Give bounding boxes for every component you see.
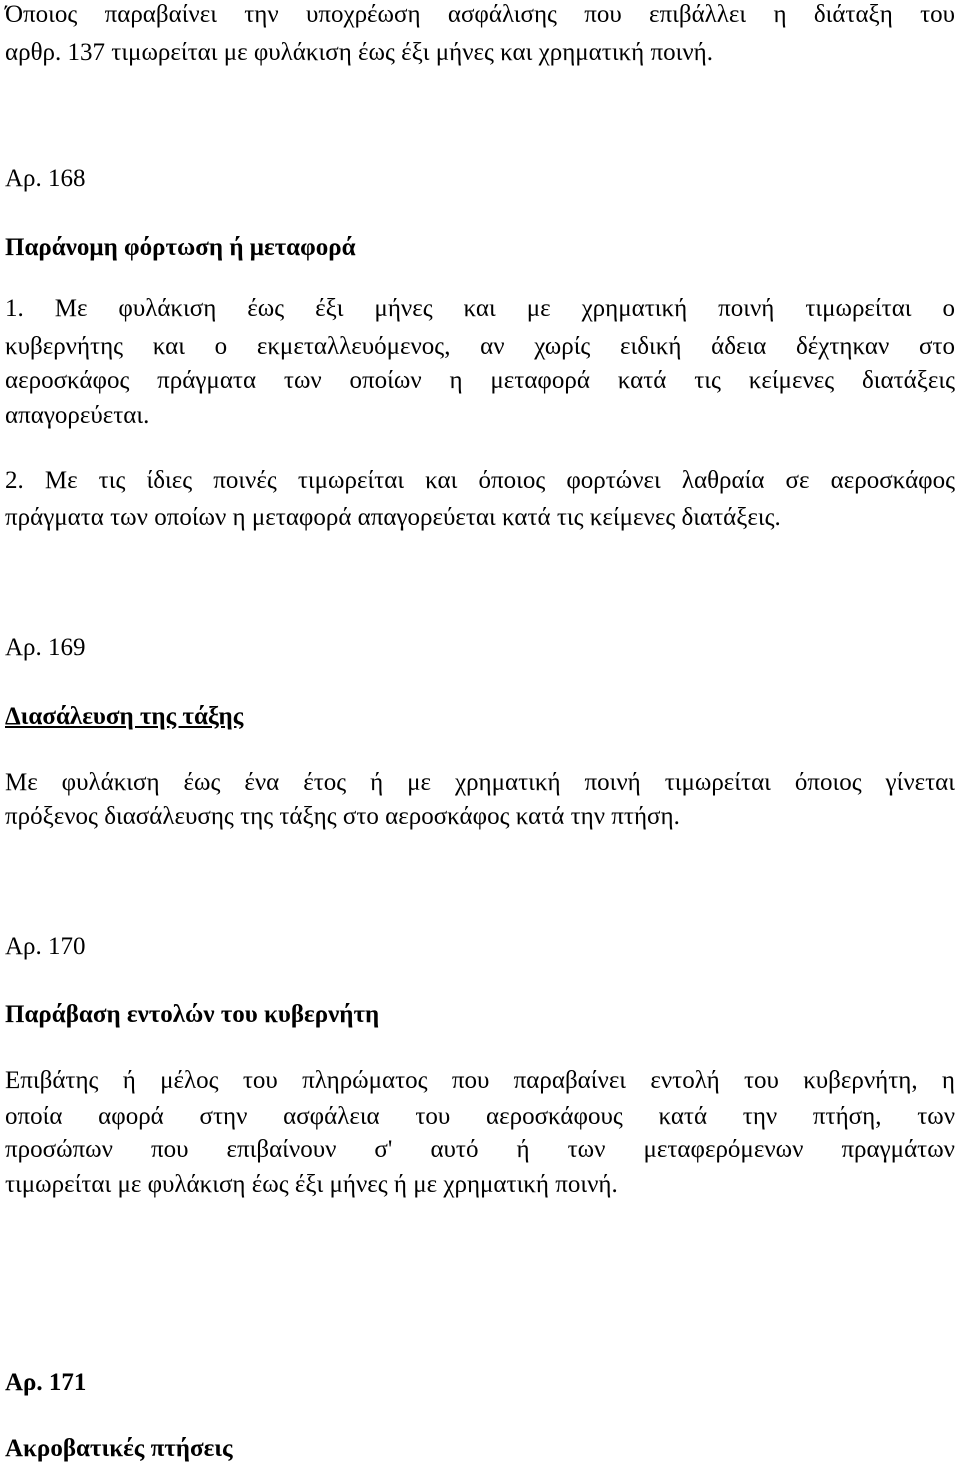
paragraph-line: πράγματα των οποίων η μεταφορά απαγορεύεται κατά τις κείμενες διατάξεις.	[5, 504, 781, 531]
article-number: Αρ. 171	[5, 1369, 87, 1396]
paragraph-line: πρόξενος διασάλευσης της τάξης στο αεροσκάφος κατά την πτήση.	[5, 803, 680, 830]
paragraph-line: απαγορεύεται.	[5, 402, 150, 429]
article-number: Αρ. 170	[5, 933, 86, 960]
paragraph-line: Με φυλάκιση έως ένα έτος ή με χρηματική ποινή τιμωρείται όποιος γίνεται	[5, 769, 955, 796]
article-number: Αρ. 168	[5, 165, 86, 192]
paragraph-line: οποία αφορά στην ασφάλεια του αεροσκάφους κατά την πτήση, των	[5, 1103, 955, 1130]
paragraph-line: τιμωρείται με φυλάκιση έως έξι μήνες ή με χρηματική ποινή.	[5, 1171, 618, 1198]
paragraph-line: αεροσκάφος πράγματα των οποίων η μεταφορά κατά τις κείμενες διατάξεις	[5, 367, 955, 394]
paragraph-line: προσώπων που επιβαίνουν σ' αυτό ή των μεταφερόμενων πραγμάτων	[5, 1136, 955, 1163]
paragraph-line: κυβερνήτης και ο εκμεταλλευόμενος, αν χωρίς ειδική άδεια δέχτηκαν στο	[5, 333, 955, 360]
article-title: Διασάλευση της τάξης	[5, 703, 244, 730]
paragraph-line: 2. Με τις ίδιες ποινές τιμωρείται και όποιος φορτώνει λαθραία σε αεροσκάφος	[5, 467, 955, 494]
article-title: Παράνομη φόρτωση ή μεταφορά	[5, 234, 356, 261]
article-title: Ακροβατικές πτήσεις	[5, 1435, 233, 1462]
paragraph-line: Επιβάτης ή μέλος του πληρώματος που παραβαίνει εντολή του κυβερνήτη, η	[5, 1067, 955, 1094]
intro-line-1: Όποιος παραβαίνει την υποχρέωση ασφάλισης που επιβάλλει η διάταξη του	[5, 1, 955, 28]
paragraph-line: 1. Με φυλάκιση έως έξι μήνες και με χρηματική ποινή τιμωρείται ο	[5, 295, 955, 322]
intro-line-2: αρθρ. 137 τιμωρείται με φυλάκιση έως έξι μήνες και χρηματική ποινή.	[5, 39, 713, 66]
article-number: Αρ. 169	[5, 634, 86, 661]
article-title: Παράβαση εντολών του κυβερνήτη	[5, 1001, 380, 1028]
